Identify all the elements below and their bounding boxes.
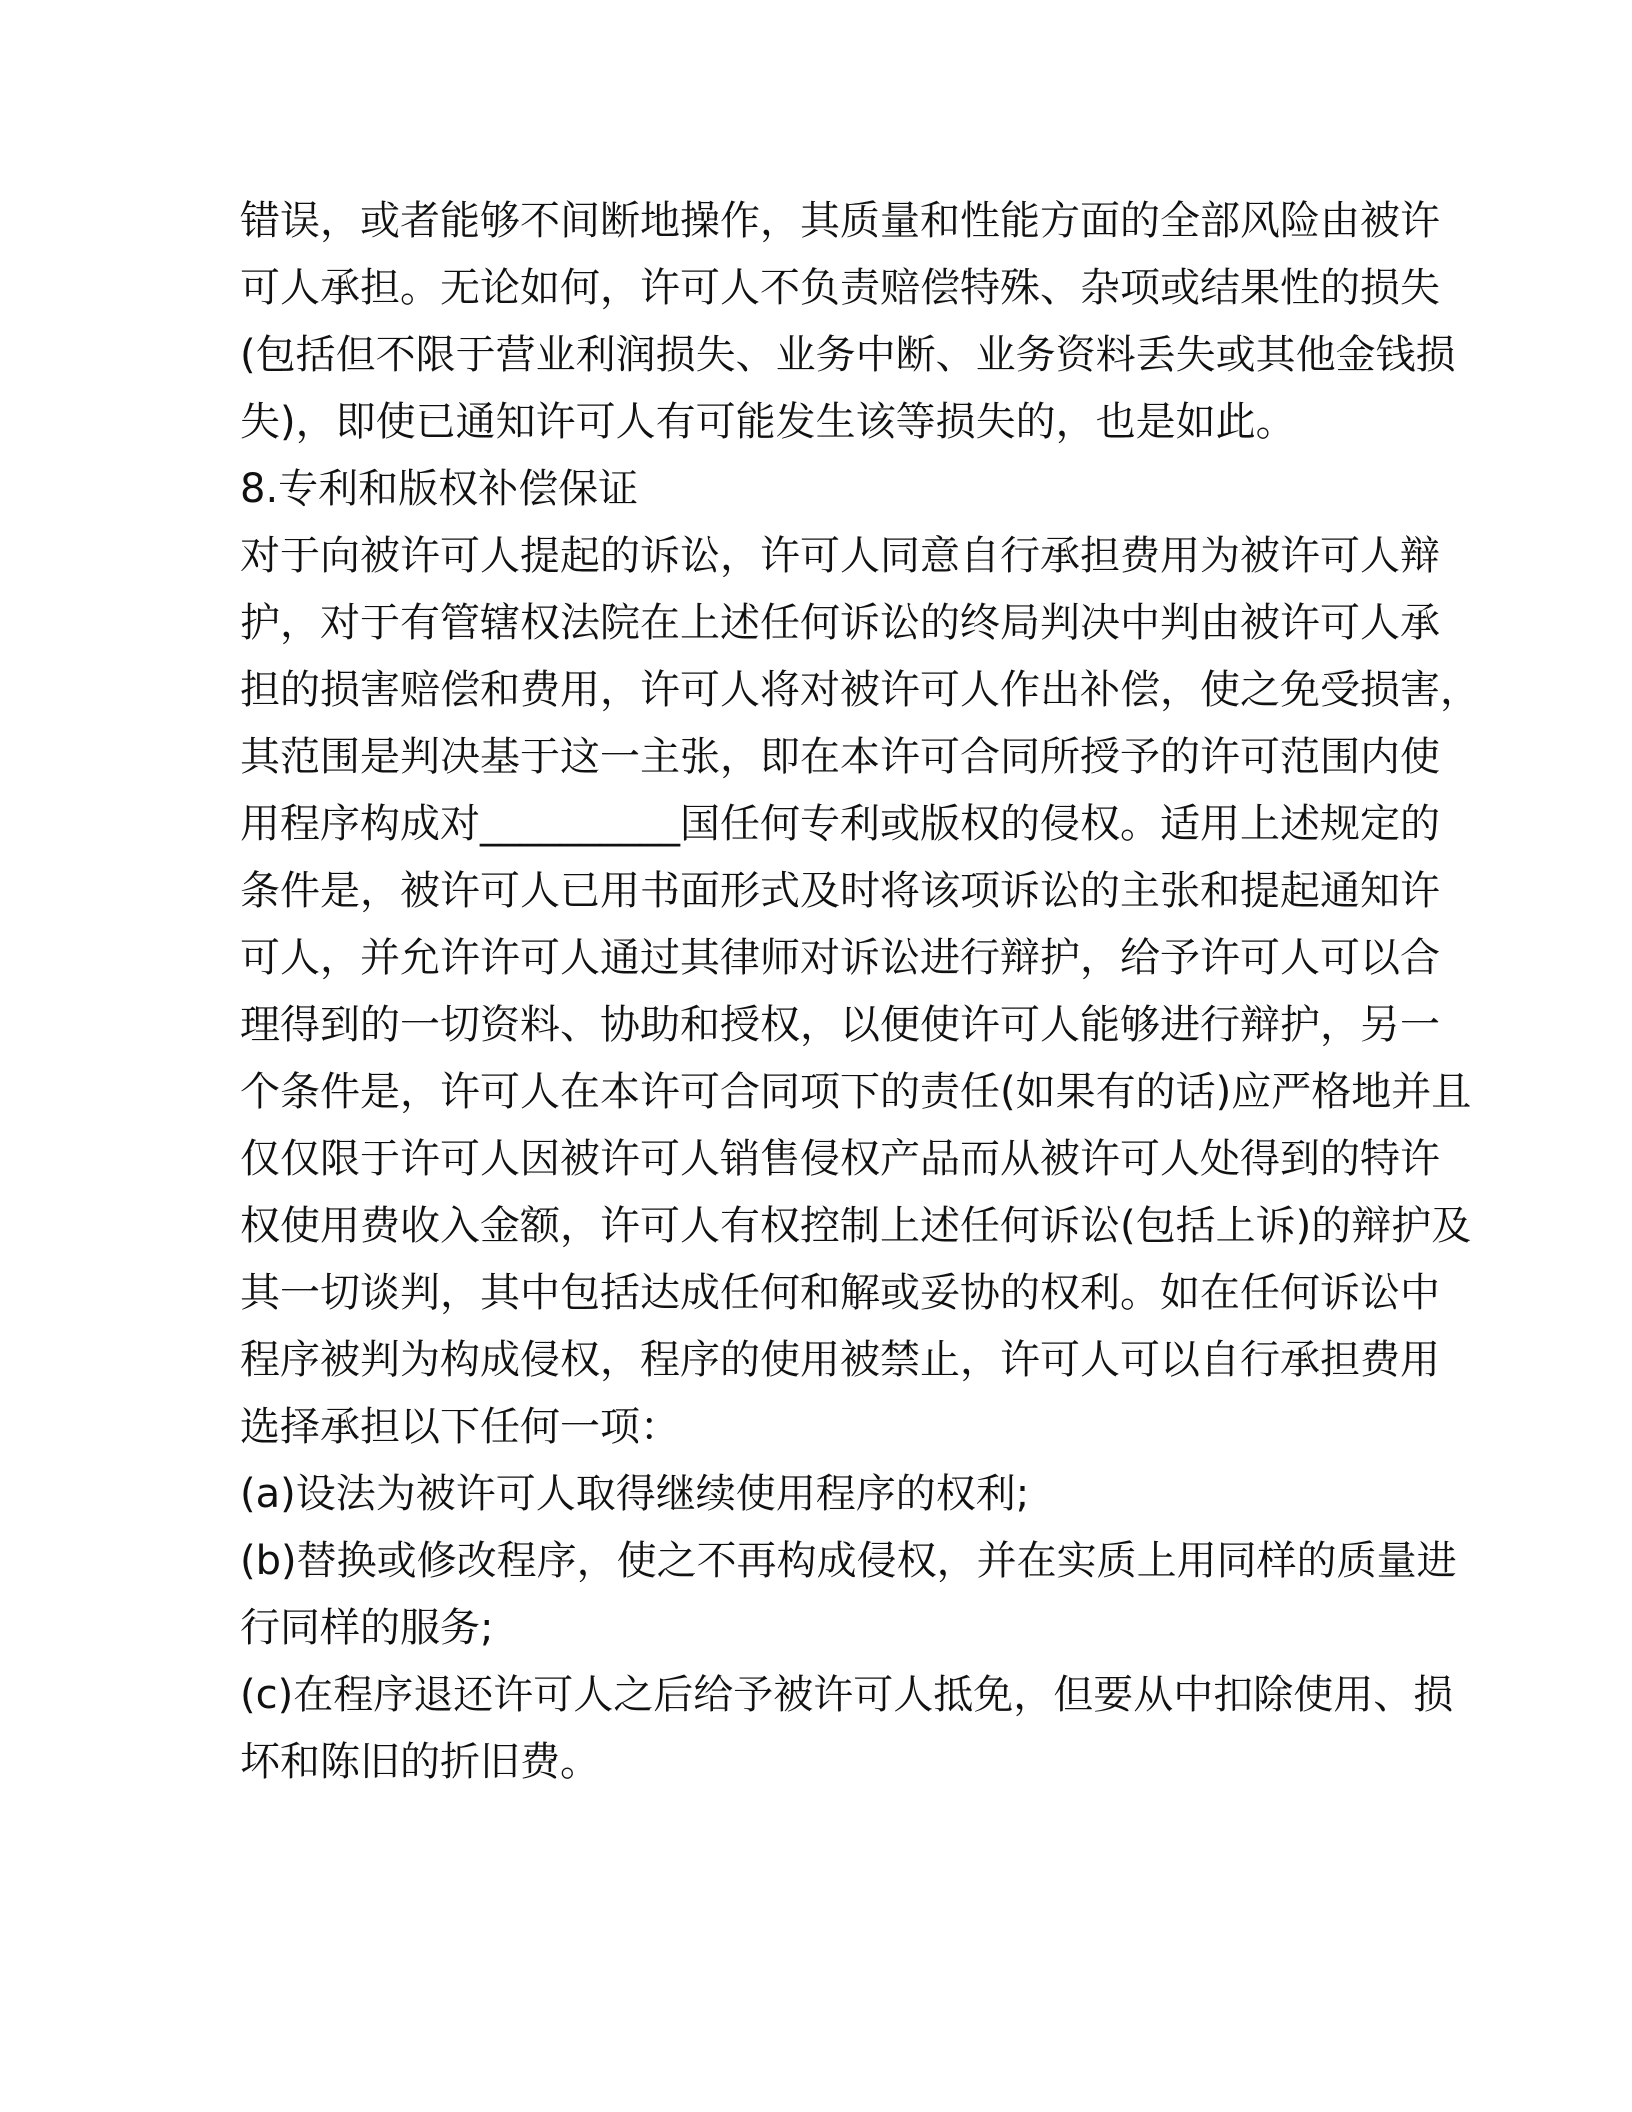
text-line: 可人承担。无论如何，许可人不负责赔偿特殊、杂项或结果性的损失 [240, 265, 1440, 311]
list-item-c: (c)在程序退还许可人之后给予被许可人抵免，但要从中扣除使用、损 [240, 1672, 1454, 1718]
text-line: 条件是，被许可人已用书面形式及时将该项诉讼的主张和提起通知许 [240, 868, 1440, 914]
text-line: 理得到的一切资料、协助和授权，以便使许可人能够进行辩护，另一 [240, 1002, 1440, 1048]
text-line: 错误，或者能够不间断地操作，其质量和性能方面的全部风险由被许 [240, 198, 1440, 244]
text-line: 其一切谈判，其中包括达成任何和解或妥协的权利。如在任何诉讼中 [240, 1270, 1440, 1316]
text-line: 程序被判为构成侵权，程序的使用被禁止，许可人可以自行承担费用 [240, 1337, 1440, 1383]
text-line: 个条件是，许可人在本许可合同项下的责任(如果有的话)应严格地并且 [240, 1069, 1472, 1115]
list-item-a: (a)设法为被许可人取得继续使用程序的权利; [240, 1471, 1030, 1517]
list-item-b: (b)替换或修改程序，使之不再构成侵权，并在实质上用同样的质量进 [240, 1538, 1457, 1584]
text-line: 可人，并允许许可人通过其律师对诉讼进行辩护，给予许可人可以合 [240, 935, 1440, 981]
text-line: 失)，即使已通知许可人有可能发生该等损失的，也是如此。 [240, 399, 1296, 445]
text-line: 护，对于有管辖权法院在上述任何诉讼的终局判决中判由被许可人承 [240, 600, 1440, 646]
text-line: 用程序构成对__________国任何专利或版权的侵权。适用上述规定的 [240, 801, 1440, 847]
text-line: 担的损害赔偿和费用，许可人将对被许可人作出补偿，使之免受损害， [240, 667, 1480, 713]
text-line: 对于向被许可人提起的诉讼，许可人同意自行承担费用为被许可人辩 [240, 533, 1440, 579]
text-line: (包括但不限于营业利润损失、业务中断、业务资料丢失或其他金钱损 [240, 332, 1456, 378]
text-line: 选择承担以下任何一项： [240, 1404, 680, 1450]
section-heading: 8.专利和版权补偿保证 [240, 466, 639, 512]
text-line: 仅仅限于许可人因被许可人销售侵权产品而从被许可人处得到的特许 [240, 1136, 1440, 1182]
document-body [240, 188, 1480, 1796]
text-line: 行同样的服务; [240, 1605, 494, 1651]
text-line: 坏和陈旧的折旧费。 [240, 1739, 600, 1785]
text-line: 权使用费收入金额，许可人有权控制上述任何诉讼(包括上诉)的辩护及 [240, 1203, 1472, 1249]
text-line: 其范围是判决基于这一主张，即在本许可合同所授予的许可范围内使 [240, 734, 1440, 780]
